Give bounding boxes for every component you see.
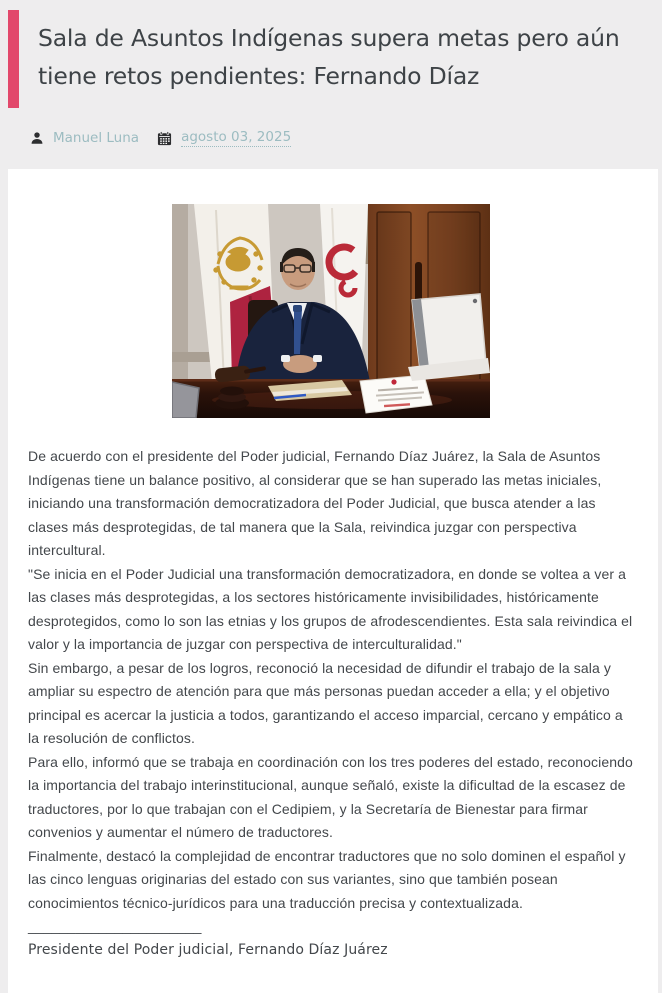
signature-line: Presidente del Poder judicial, Fernando Díaz Juárez — [28, 941, 388, 958]
article-card — [8, 169, 658, 993]
calendar-icon — [157, 131, 172, 146]
article-header — [0, 0, 662, 147]
photo-monitor-corner — [172, 382, 199, 418]
paragraph-intro: De acuerdo con el presidente del Poder judicial, Fernando Díaz Juárez, la Sala de Asuntos Indígenas tiene un balance positivo, al considerar que se han superado las metas iniciales, iniciando una transformación democratizadora del Poder Judicial, que busca atender a las clases más desprotegidas, de tal manera que la Sala, reivindica juzgar con perspectiva intercultural. — [28, 448, 602, 558]
author-link[interactable]: Manuel Luna — [53, 130, 140, 146]
article-body — [28, 445, 633, 962]
article-meta — [30, 129, 662, 147]
title-accent-bar — [8, 10, 19, 108]
signature-divider: ______________________ — [28, 918, 202, 934]
paragraph-coordination: Para ello, informó que se trabaja en coordinación con los tres poderes del estado, reconociendo la importancia del trabajo interinstitucional, aunque señaló, existe la dificultad de la escasez de traductores, por lo que trabajan con el Cedipiem, y la Secretaría de Bienestar para firmar convenios y aumentar el número de traductores. — [28, 753, 633, 840]
person-icon — [30, 131, 44, 145]
photo-tablet — [408, 294, 490, 381]
paragraph-challenges: Sin embargo, a pesar de los logros, reconoció la necesidad de difundir el trabajo de la sala y ampliar su espectro de atención para que más personas puedan acceder a ella; y el objetivo principal es acercar la justicia a todos, garantizando el acceso imparcial, cercano y empático a la resolución de conflictos. — [28, 659, 623, 746]
paragraph-translators: Finalmente, destacó la complejidad de encontrar traductores que no solo dominen el español y las cinco lenguas originarias del estado con sus variantes, sino que también posean conocimientos técnico-jurídicos para una traducción precisa y contextualizada. — [28, 847, 626, 911]
date-link[interactable]: agosto 03, 2025 — [181, 129, 292, 145]
article-photo — [28, 204, 633, 418]
page-title: Sala de Asuntos Indígenas supera metas pero aún tiene retos pendientes: Fernando Díaz — [38, 24, 620, 90]
paragraph-quote: "Se inicia en el Poder Judicial una transformación democratizadora, en donde se voltea a ver a las clases más desprotegidas, a los sectores históricamente invisibilidades, históricamente desprotegidos, como lo son las etnias y los grupos de afrodescendientes. Esta sala reivindica el valor y la importancia de juzgar con perspectiva de interculturalidad." — [28, 565, 633, 652]
